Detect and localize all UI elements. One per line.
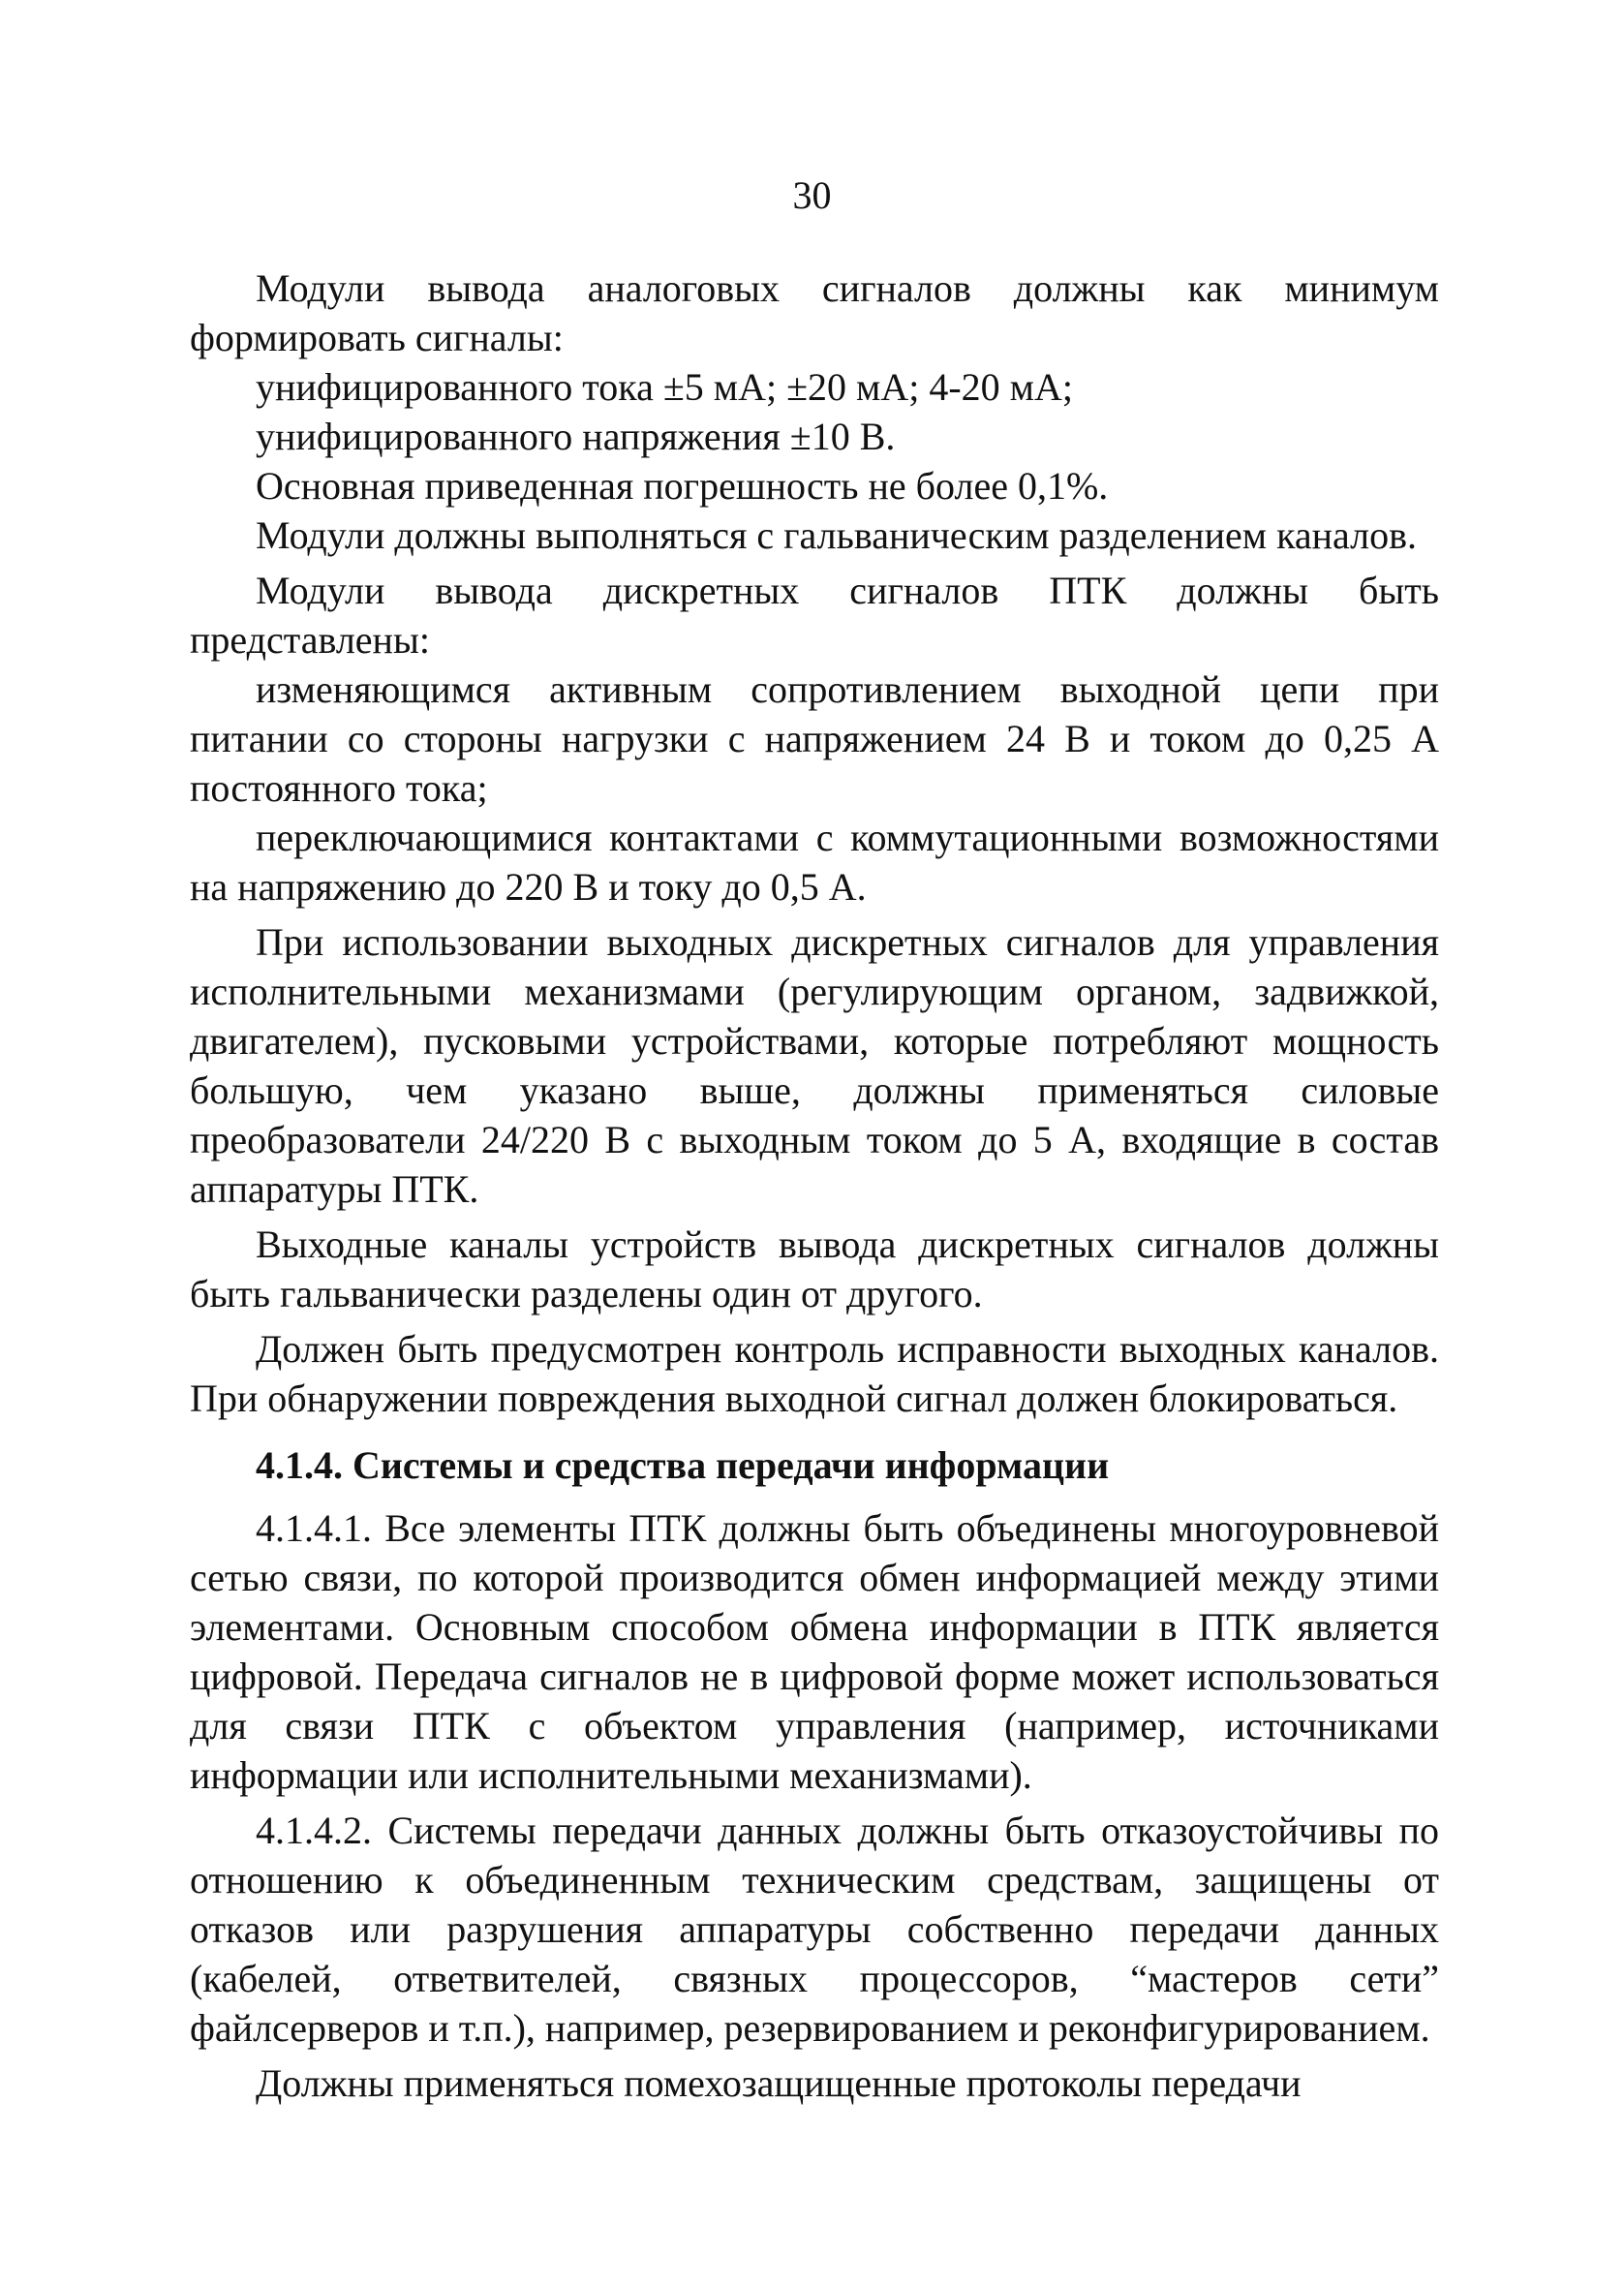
paragraph-unified-current: унифицированного тока ±5 мА; ±20 мА; 4-20 мА; — [256, 365, 1073, 409]
section-heading: 4.1.4. Системы и средства передачи информации — [256, 1443, 1110, 1487]
paragraph-galvanic-isolation: Модули должны выполняться с гальваническим разделением каналов. — [256, 513, 1418, 557]
paragraph-discrete-output-intro: Модули вывода дискретных сигналов ПТК должны быть представлены: — [190, 569, 1439, 662]
paragraph-active-resistance: изменяющимся активным сопротивлением выходной цепи при питании со стороны нагрузки с напряжением 24 В и током до 0,25 А постоянного тока; — [190, 667, 1439, 810]
paragraph-protocols: Должны применяться помехозащищенные протоколы передачи — [256, 2061, 1302, 2105]
paragraph-switching-contacts: переключающимися контактами с коммутационными возможностями на напряжению до 220 В и току до 0,5 А. — [190, 816, 1439, 909]
paragraph-4-1-4-1: 4.1.4.1. Все элементы ПТК должны быть объединены многоуровневой сетью связи, по которой производится обмен информацией между этими элементами. Основным способом обмена информации в ПТК является цифровой. Передача сигналов не в цифровой форме может использоваться для связи ПТК с объектом управления (например, источниками информации или исполнительными механизмами). — [190, 1506, 1439, 1797]
paragraph-unified-voltage: унифицированного напряжения ±10 В. — [256, 415, 896, 458]
paragraph-output-channels-isolation: Выходные каналы устройств вывода дискретных сигналов должны быть гальванически разделены один от другого. — [190, 1222, 1439, 1315]
paragraph-accuracy: Основная приведенная погрешность не более 0,1%. — [256, 464, 1109, 508]
page-number: 30 — [792, 173, 832, 217]
document-body — [190, 263, 1439, 2108]
paragraph-power-converters: При использовании выходных дискретных сигналов для управления исполнительными механизмами (регулирующим органом, задвижкой, двигателем), пусковыми устройствами, которые потребляют мощность большую, чем указано выше, должны применяться силовые преобразователи 24/220 В с выходным током до 5 А, входящие в состав аппаратуры ПТК. — [190, 920, 1439, 1211]
paragraph-4-1-4-2: 4.1.4.2. Системы передачи данных должны быть отказоустойчивы по отношению к объединенным техническим средствам, защищены от отказов или разрушения аппаратуры собственно передачи данных (кабелей, ответвителей, связных процессоров, “мастеров сети” файлсерверов и т.п.), например, резервированием и реконфигурированием. — [190, 1809, 1439, 2050]
paragraph-output-channel-control: Должен быть предусмотрен контроль исправности выходных каналов. При обнаружении повреждения выходной сигнал должен блокироваться. — [190, 1327, 1439, 1420]
paragraph-analog-output-intro: Модули вывода аналоговых сигналов должны как минимум формировать сигналы: — [190, 266, 1439, 359]
